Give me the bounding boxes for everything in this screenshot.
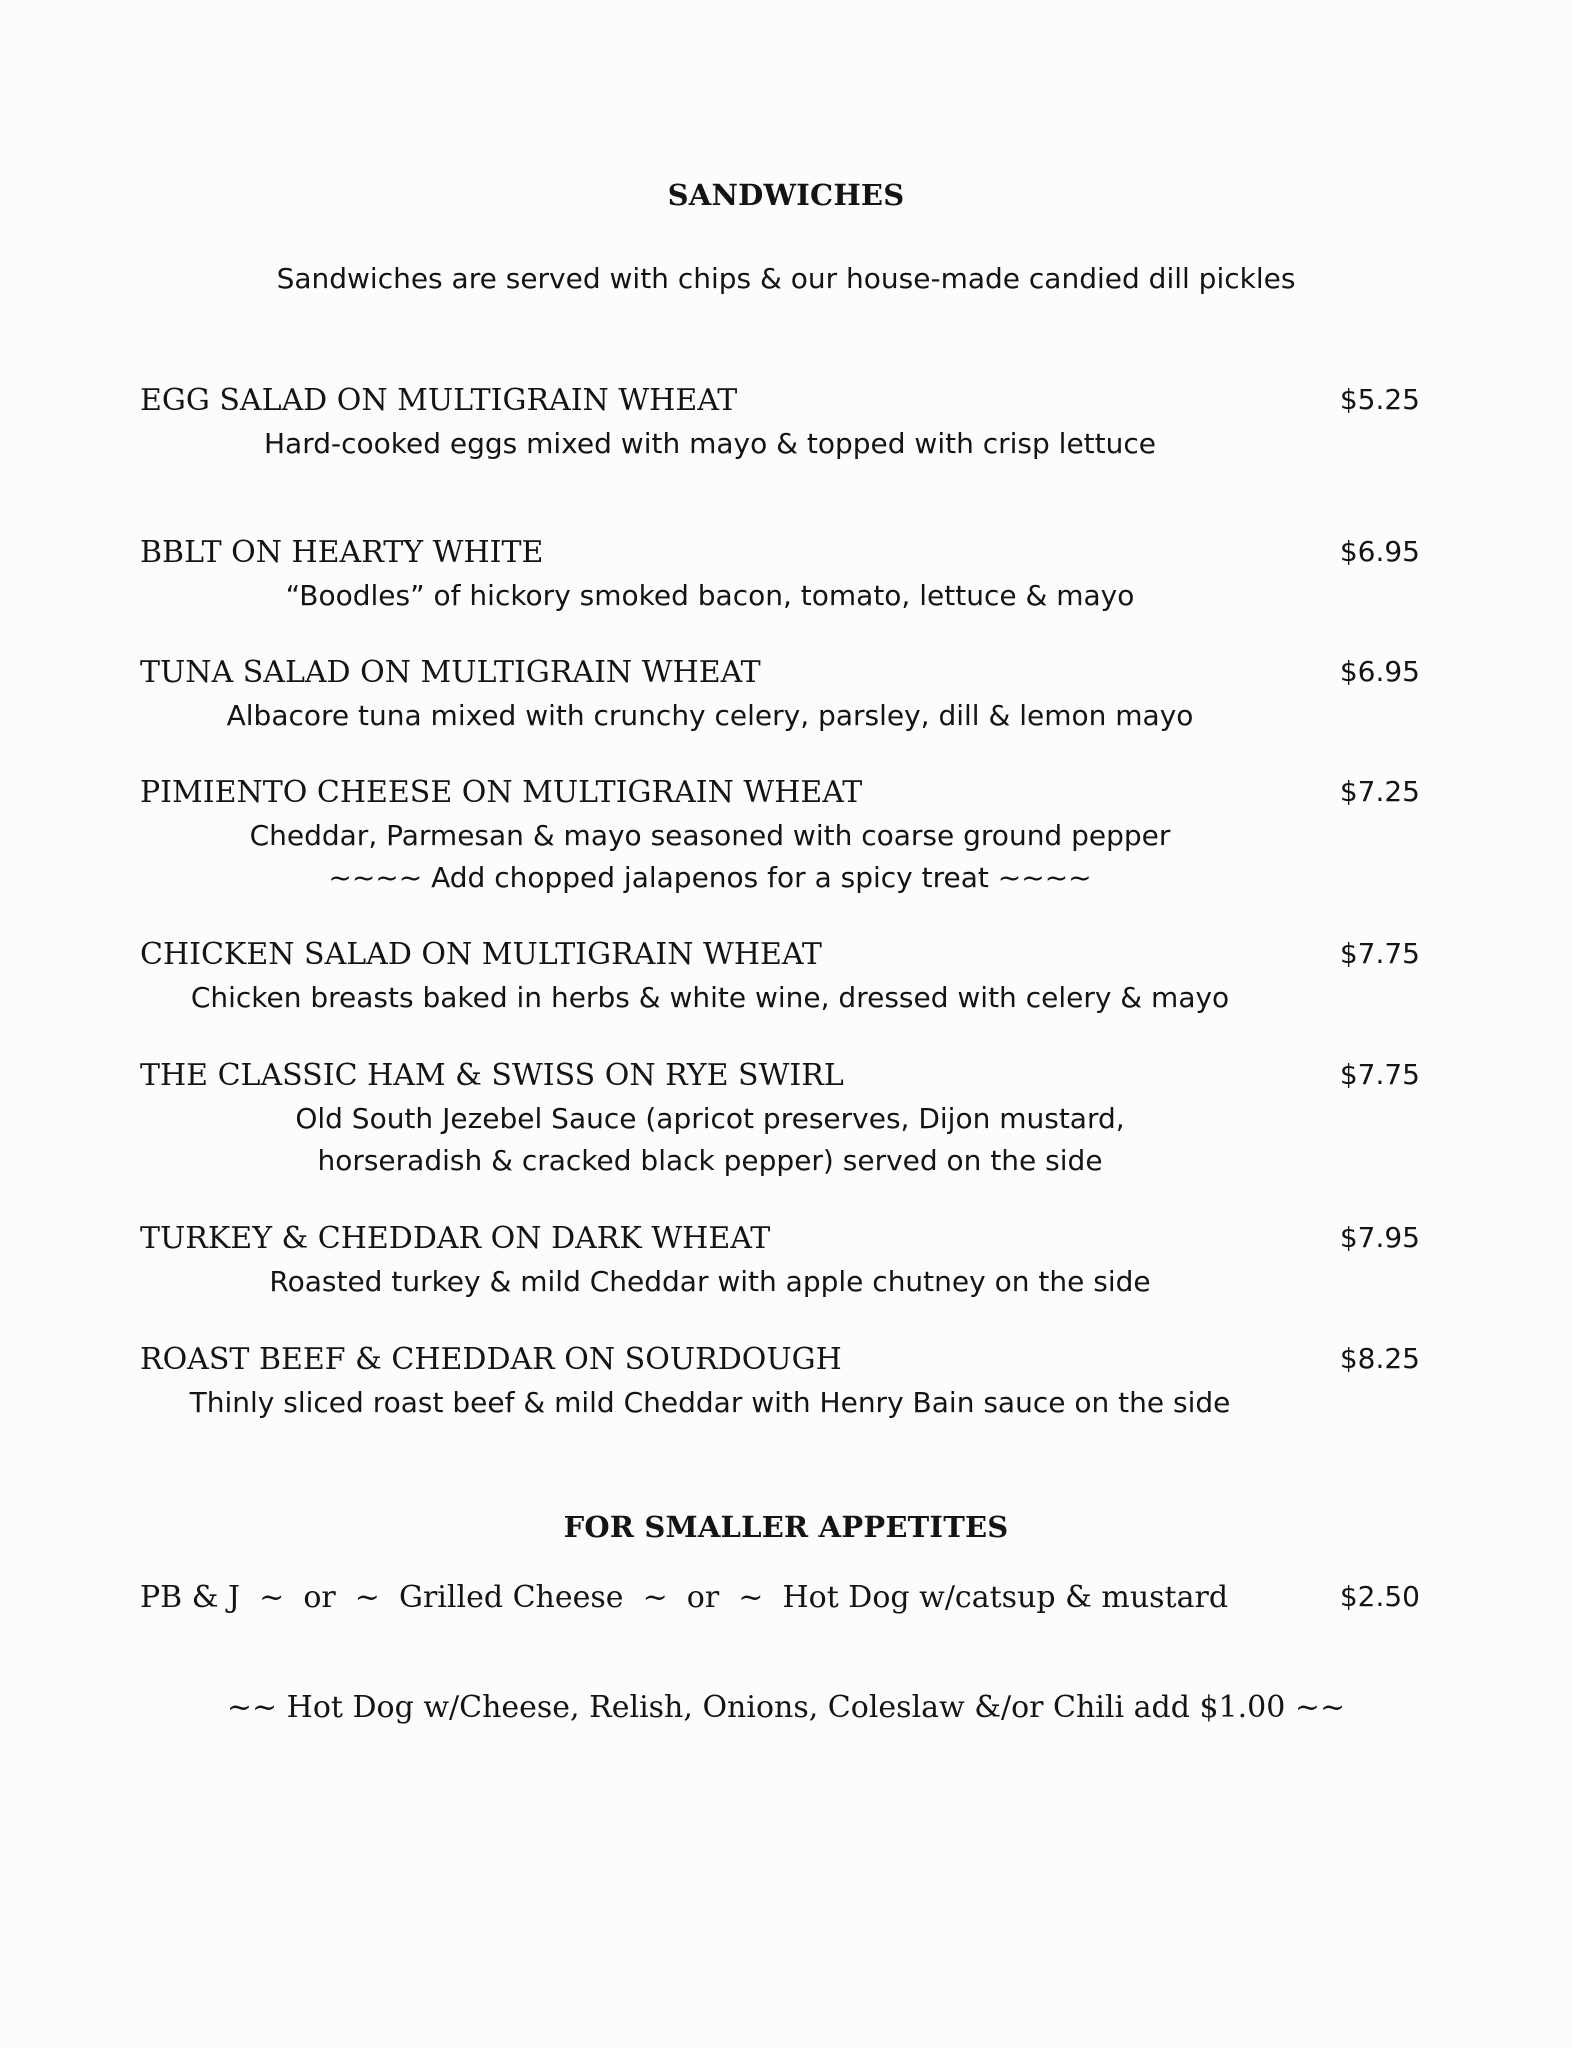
- menu-item-roast-beef: [140, 1342, 1420, 1424]
- hot-dog-addon-note: ~~ Hot Dog w/Cheese, Relish, Onions, Coleslaw &/or Chili add $1.00 ~~: [226, 1690, 1346, 1725]
- item-name: THE CLASSIC HAM & SWISS ON RYE SWIRL: [140, 1058, 844, 1093]
- item-description: Roasted turkey & mild Cheddar with apple chutney on the side: [269, 1265, 1151, 1298]
- item-description: Thinly sliced roast beef & mild Cheddar with Henry Bain sauce on the side: [189, 1386, 1231, 1419]
- menu-item-pimiento-cheese: [140, 775, 1420, 899]
- item-description-extra: horseradish & cracked black pepper) served on the side: [317, 1144, 1103, 1177]
- item-price: $7.25: [1339, 775, 1420, 808]
- item-price: $7.95: [1339, 1221, 1420, 1254]
- item-price: $7.75: [1339, 1058, 1420, 1091]
- menu-item-egg-salad: [140, 383, 1420, 465]
- item-description: Old South Jezebel Sauce (apricot preserves, Dijon mustard,: [295, 1102, 1125, 1135]
- item-name: PIMIENTO CHEESE ON MULTIGRAIN WHEAT: [140, 775, 863, 810]
- item-description: “Boodles” of hickory smoked bacon, tomato, lettuce & mayo: [285, 579, 1135, 612]
- item-description: Albacore tuna mixed with crunchy celery, parsley, dill & lemon mayo: [226, 699, 1194, 732]
- item-name: BBLT ON HEARTY WHITE: [140, 535, 544, 570]
- item-name: CHICKEN SALAD ON MULTIGRAIN WHEAT: [140, 937, 822, 972]
- item-price: $6.95: [1339, 655, 1420, 688]
- menu-item-turkey-cheddar: [140, 1221, 1420, 1303]
- smaller-appetites-item: [140, 1580, 1420, 1624]
- sandwiches-heading: SANDWICHES: [667, 178, 905, 212]
- item-name: ROAST BEEF & CHEDDAR ON SOURDOUGH: [140, 1342, 842, 1377]
- item-price: $7.75: [1339, 937, 1420, 970]
- menu-item-bblt: [140, 535, 1420, 617]
- sandwiches-intro: Sandwiches are served with chips & our house-made candied dill pickles: [276, 262, 1296, 295]
- menu-item-chicken-salad: [140, 937, 1420, 1019]
- item-price: $5.25: [1339, 383, 1420, 416]
- item-price: $6.95: [1339, 535, 1420, 568]
- item-description: Hard-cooked eggs mixed with mayo & topped with crisp lettuce: [263, 427, 1157, 460]
- item-description-extra: ~~~~ Add chopped jalapenos for a spicy treat ~~~~: [328, 861, 1092, 894]
- smaller-appetites-options: PB & J ~ or ~ Grilled Cheese ~ or ~ Hot Dog w/catsup & mustard: [140, 1580, 1229, 1615]
- smaller-appetites-price: $2.50: [1339, 1580, 1420, 1613]
- menu-item-tuna-salad: [140, 655, 1420, 737]
- item-name: TUNA SALAD ON MULTIGRAIN WHEAT: [140, 655, 761, 690]
- smaller-appetites-heading: FOR SMALLER APPETITES: [563, 1510, 1009, 1544]
- item-price: $8.25: [1339, 1342, 1420, 1375]
- item-description: Cheddar, Parmesan & mayo seasoned with coarse ground pepper: [249, 819, 1171, 852]
- item-name: EGG SALAD ON MULTIGRAIN WHEAT: [140, 383, 738, 418]
- menu-item-ham-swiss: [140, 1058, 1420, 1182]
- item-description: Chicken breasts baked in herbs & white wine, dressed with celery & mayo: [190, 981, 1230, 1014]
- item-name: TURKEY & CHEDDAR ON DARK WHEAT: [140, 1221, 771, 1256]
